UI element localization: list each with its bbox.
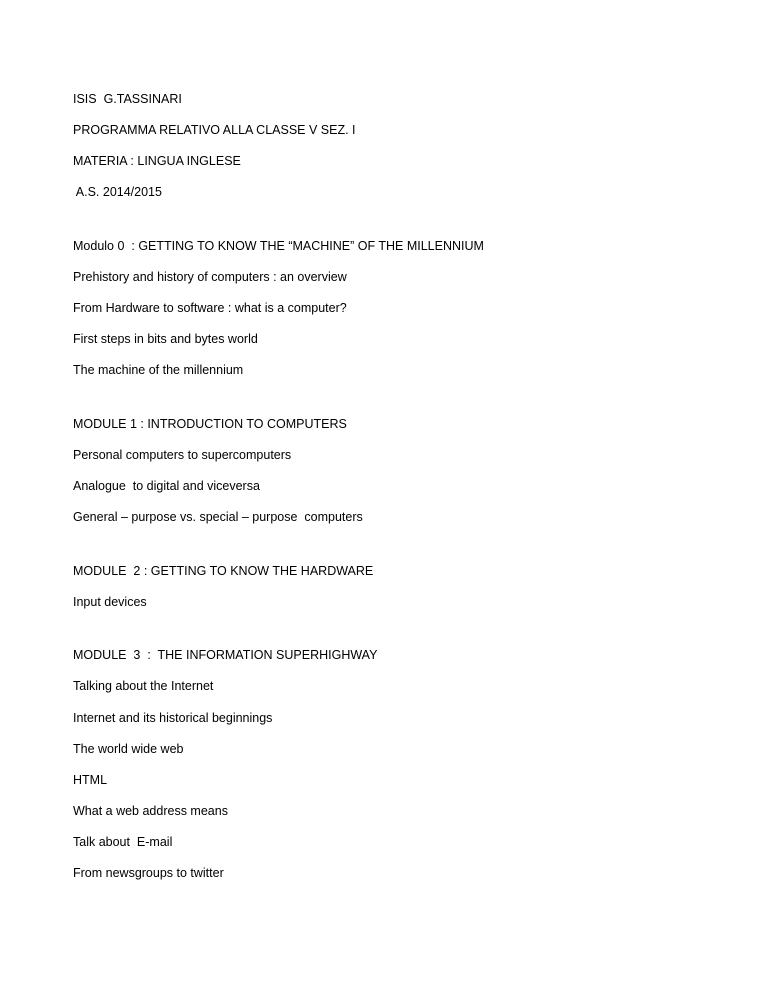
module1-item: Analogue to digital and viceversa bbox=[73, 479, 260, 493]
module3-title: MODULE 3 : THE INFORMATION SUPERHIGHWAY bbox=[73, 648, 378, 662]
module1-title: MODULE 1 : INTRODUCTION TO COMPUTERS bbox=[73, 417, 347, 431]
subject-line: MATERIA : LINGUA INGLESE bbox=[73, 154, 241, 168]
module0-item: From Hardware to software : what is a computer? bbox=[73, 301, 347, 315]
module2-title: MODULE 2 : GETTING TO KNOW THE HARDWARE bbox=[73, 564, 374, 578]
module3-item: The world wide web bbox=[73, 742, 184, 756]
school-name: ISIS G.TASSINARI bbox=[73, 92, 182, 106]
module2-item: Input devices bbox=[73, 595, 147, 609]
module3-item: HTML bbox=[73, 773, 108, 787]
module3-item: Talking about the Internet bbox=[73, 679, 214, 693]
programme-title: PROGRAMMA RELATIVO ALLA CLASSE V SEZ. I bbox=[73, 123, 356, 137]
module0-title: Modulo 0 : GETTING TO KNOW THE “MACHINE” OF THE MILLENNIUM bbox=[73, 239, 484, 253]
module0-item: Prehistory and history of computers : an overview bbox=[73, 270, 347, 284]
module0-item: The machine of the millennium bbox=[73, 363, 244, 377]
module3-item: Internet and its historical beginnings bbox=[73, 711, 273, 725]
module3-item: What a web address means bbox=[73, 804, 228, 818]
module3-item: Talk about E-mail bbox=[73, 835, 173, 849]
module1-item: Personal computers to supercomputers bbox=[73, 448, 292, 462]
academic-year: A.S. 2014/2015 bbox=[73, 185, 162, 199]
module3-item: From newsgroups to twitter bbox=[73, 866, 224, 880]
module1-item: General – purpose vs. special – purpose computers bbox=[73, 510, 363, 524]
module0-item: First steps in bits and bytes world bbox=[73, 332, 258, 346]
